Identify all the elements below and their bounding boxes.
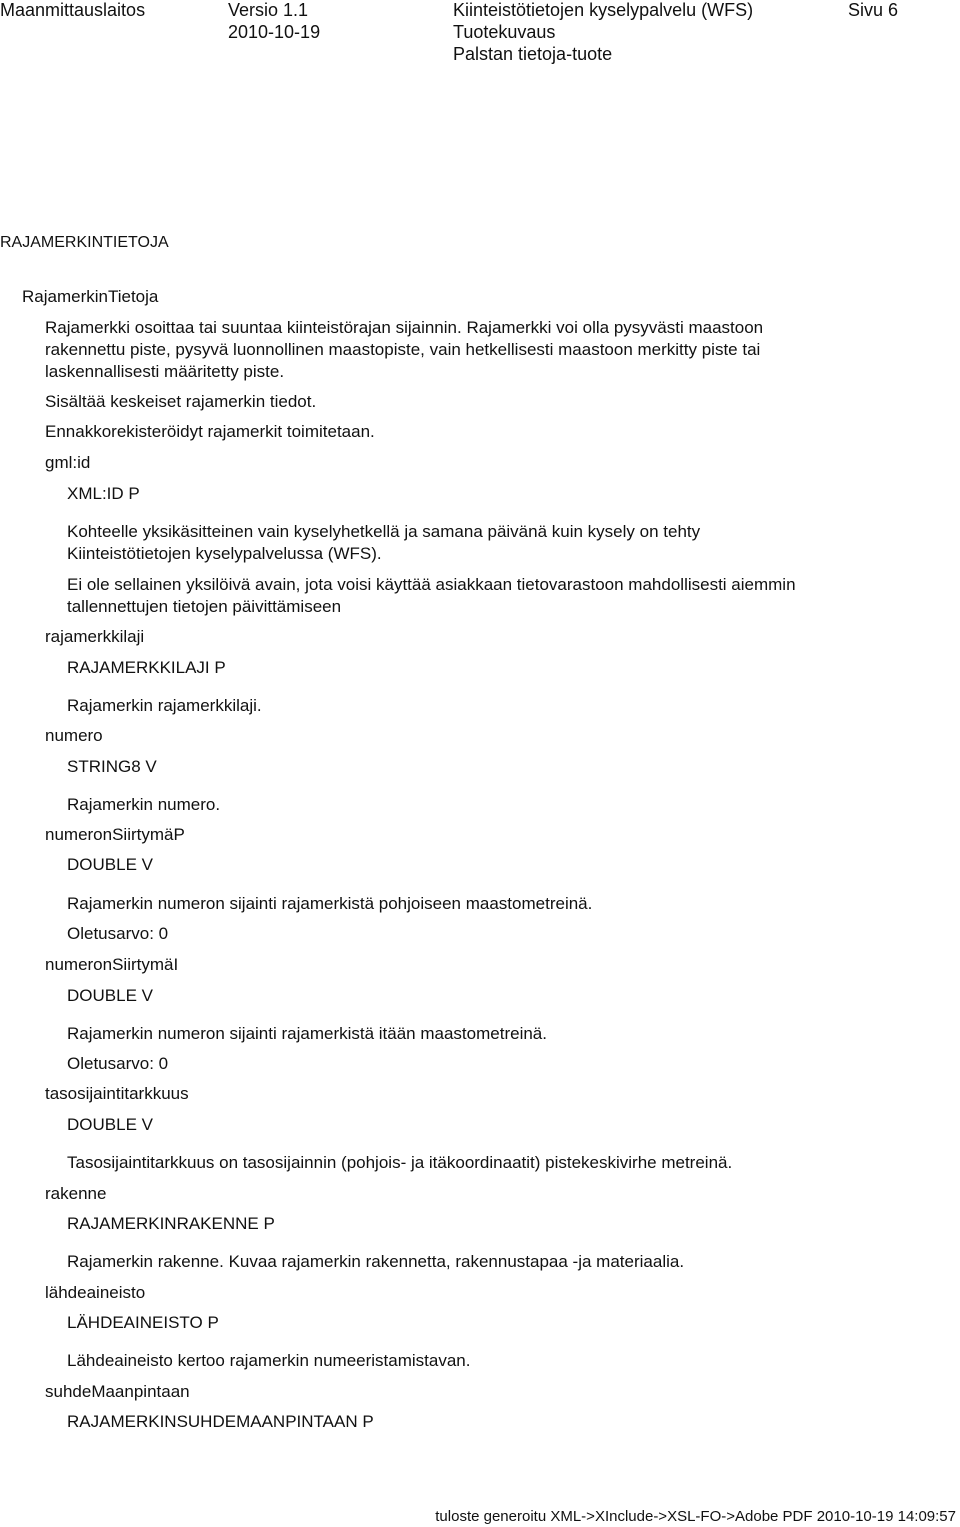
attribute-desc2-gml-id-line2: tallennettujen tietojen päivittämiseen — [67, 597, 342, 616]
header-version: Versio 1.1 — [228, 0, 309, 20]
header-title-line2: Tuotekuvaus — [453, 22, 556, 42]
attribute-name-tasosijaintitarkkuus: tasosijaintitarkkuus — [45, 1084, 189, 1103]
attribute-desc-rajamerkkilaji: Rajamerkin rajamerkkilaji. — [67, 696, 262, 715]
attribute-type-tasosijaintitarkkuus: DOUBLE V — [67, 1115, 153, 1134]
attribute-desc2-gml-id-line1: Ei ole sellainen yksilöivä avain, jota voisi käyttää asiakkaan tietovarastoon mahdollisesti aiemmin — [67, 575, 796, 594]
feature-description-line3: laskennallisesti määritetty piste. — [45, 362, 285, 381]
header-org: Maanmittauslaitos — [0, 0, 146, 20]
section-title: RAJAMERKINTIETOJA — [0, 234, 169, 251]
attribute-type-numeron-siirtyma-i: DOUBLE V — [67, 986, 153, 1005]
attribute-type-numero: STRING8 V — [67, 757, 157, 776]
attribute-name-suhde-maanpintaan: suhdeMaanpintaan — [45, 1382, 190, 1401]
attribute-desc-numero: Rajamerkin numero. — [67, 795, 221, 814]
attribute-name-numeron-siirtyma-i: numeronSiirtymäI — [45, 955, 179, 974]
feature-description-line2: rakennettu piste, pysyvä luonnollinen maastopiste, vain hetkellisesti maastoon merkitty piste tai — [45, 340, 761, 359]
attribute-name-numeron-siirtyma-p: numeronSiirtymäP — [45, 825, 185, 844]
attribute-desc-lahdeaineisto: Lähdeaineisto kertoo rajamerkin numeeristamistavan. — [67, 1351, 471, 1370]
attribute-desc-numeron-siirtyma-p: Rajamerkin numeron sijainti rajamerkistä pohjoiseen maastometreinä. — [67, 894, 593, 913]
attribute-type-numeron-siirtyma-p: DOUBLE V — [67, 855, 153, 874]
attribute-default-numeron-siirtyma-p: Oletusarvo: 0 — [67, 924, 169, 943]
attribute-desc-tasosijaintitarkkuus: Tasosijaintitarkkuus on tasosijainnin (pohjois- ja itäkoordinaatit) pistekeskivirhe metreinä. — [67, 1153, 733, 1172]
footer-generation-info: tuloste generoitu XML->XInclude->XSL-FO->Adobe PDF 2010-10-19 14:09:57 — [435, 1508, 956, 1525]
feature-name: RajamerkinTietoja — [22, 287, 159, 306]
attribute-name-numero: numero — [45, 726, 103, 745]
attribute-type-suhde-maanpintaan: RAJAMERKINSUHDEMAANPINTAAN P — [67, 1412, 374, 1431]
attribute-type-rajamerkkilaji: RAJAMERKKILAJI P — [67, 658, 226, 677]
attribute-name-lahdeaineisto: lähdeaineisto — [45, 1283, 146, 1302]
attribute-type-rakenne: RAJAMERKINRAKENNE P — [67, 1214, 275, 1233]
attribute-desc-gml-id-line1: Kohteelle yksikäsitteinen vain kyselyhetkellä ja samana päivänä kuin kysely on tehty — [67, 522, 701, 541]
header-date: 2010-10-19 — [228, 22, 321, 42]
feature-description-line4: Sisältää keskeiset rajamerkin tiedot. — [45, 392, 317, 411]
attribute-name-rakenne: rakenne — [45, 1184, 107, 1203]
attribute-name-gml-id: gml:id — [45, 453, 91, 472]
attribute-name-rajamerkkilaji: rajamerkkilaji — [45, 627, 145, 646]
header-title-line3: Palstan tietoja-tuote — [453, 44, 613, 64]
attribute-desc-rakenne: Rajamerkin rakenne. Kuvaa rajamerkin rakennetta, rakennustapaa -ja materiaalia. — [67, 1252, 685, 1271]
header-title-line1: Kiinteistötietojen kyselypalvelu (WFS) — [453, 0, 754, 20]
feature-description-line1: Rajamerkki osoittaa tai suuntaa kiinteistörajan sijainnin. Rajamerkki voi olla pysyvästi maastoon — [45, 318, 764, 337]
feature-description-line5: Ennakkorekisteröidyt rajamerkit toimitetaan. — [45, 422, 375, 441]
header-page-number: Sivu 6 — [848, 0, 899, 20]
attribute-desc-numeron-siirtyma-i: Rajamerkin numeron sijainti rajamerkistä itään maastometreinä. — [67, 1024, 547, 1043]
attribute-desc-gml-id-line2: Kiinteistötietojen kyselypalvelussa (WFS). — [67, 544, 382, 563]
attribute-default-numeron-siirtyma-i: Oletusarvo: 0 — [67, 1054, 169, 1073]
attribute-type-lahdeaineisto: LÄHDEAINEISTO P — [67, 1313, 219, 1332]
attribute-type-gml-id: XML:ID P — [67, 484, 140, 503]
